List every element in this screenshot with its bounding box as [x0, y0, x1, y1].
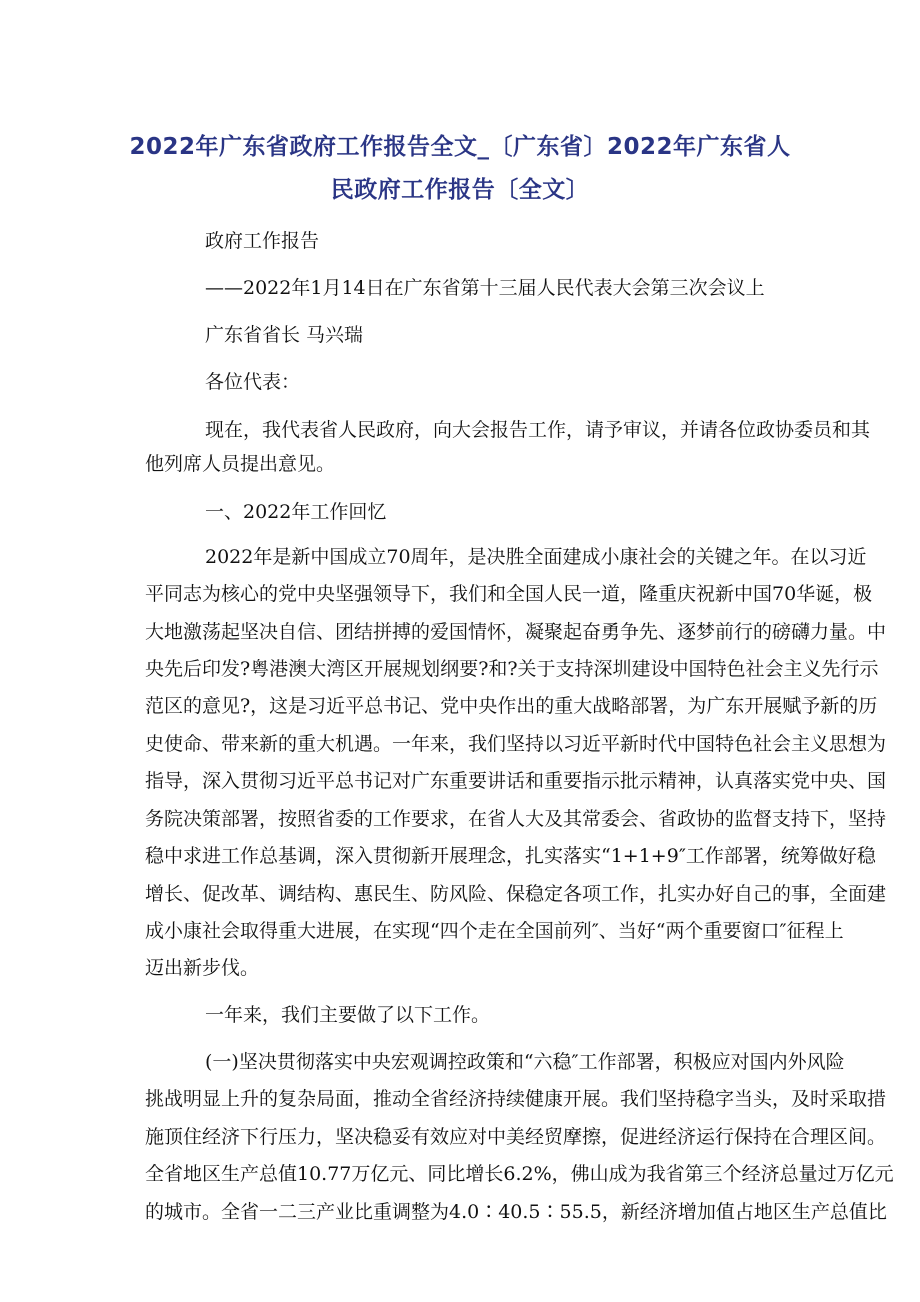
- salutation: 各位代表：: [205, 371, 301, 393]
- document-title-line-2: 民政府工作报告〔全文〕: [330, 177, 590, 203]
- paragraph-line: 指导，深入贯彻习近平总书记对广东重要讲话和重要指示批示精神，认真落实党中央、国: [145, 770, 887, 792]
- paragraph-line: 大地激荡起坚决自信、团结拼搏的爱国情怀，凝聚起奋勇争先、逐梦前行的磅礴力量。中: [145, 621, 887, 643]
- paragraph-line: 央先后印发?粤港澳大湾区开展规划纲要?和?关于支持深圳建设中国特色社会主义先行示: [145, 658, 879, 680]
- paragraph-line: (一)坚决贯彻落实中央宏观调控政策和“六稳″工作部署，积极应对国内外风险: [205, 1051, 845, 1073]
- paragraph-line: 稳中求进工作总基调，深入贯彻新开展理念，扎实落实“1+1+9″工作部署，统筹做好稳: [145, 845, 876, 867]
- paragraph-line: 迈出新步伐。: [145, 957, 260, 979]
- paragraph-line: 增长、促改革、调结构、惠民生、防风险、保稳定各项工作，扎实办好自己的事，全面建: [145, 883, 887, 905]
- report-heading: 政府工作报告: [205, 230, 320, 252]
- paragraph-line: 务院决策部署，按照省委的工作要求，在省人大及其常委会、省政协的监督支持下，坚持: [145, 808, 887, 830]
- report-author: 广东省省长 马兴瑞: [205, 324, 364, 346]
- paragraph-line: 的城市。全省一二三产业比重调整为4.0∶40.5∶55.5，新经济增加值占地区生产总值比: [145, 1201, 887, 1223]
- section-heading: 一、2022年工作回忆: [205, 501, 387, 523]
- paragraph-line: 平同志为核心的党中央坚强领导下，我们和全国人民一道，隆重庆祝新中国70华诞，极: [145, 583, 873, 605]
- paragraph-line: 2022年是新中国成立70周年，是决胜全面建成小康社会的关键之年。在以习近: [205, 546, 867, 568]
- paragraph-line: 施顶住经济下行压力，坚决稳妥有效应对中美经贸摩擦，促进经济运行保持在合理区间。: [145, 1126, 887, 1148]
- report-subtitle: ——2022年1月14日在广东省第十三届人民代表大会第三次会议上: [205, 277, 765, 299]
- document-title-line-1: 2022年广东省政府工作报告全文_〔广东省〕2022年广东省人: [129, 134, 791, 160]
- paragraph-line: 全省地区生产总值10.77万亿元、同比增长6.2%，佛山成为我省第三个经济总量过万亿元: [145, 1163, 894, 1185]
- intro-line: 现在，我代表省人民政府，向大会报告工作，请予审议，并请各位政协委员和其: [205, 419, 871, 441]
- intro-line: 他列席人员提出意见。: [145, 453, 336, 475]
- paragraph-line: 史使命、带来新的重大机遇。一年来，我们坚持以习近平新时代中国特色社会主义思想为: [145, 733, 887, 755]
- paragraph-line: 范区的意见?，这是习近平总书记、党中央作出的重大战略部署，为广东开展赋予新的历: [145, 695, 878, 717]
- paragraph-line: 成小康社会取得重大进展，在实现“四个走在全国前列″、当好“两个重要窗口″征程上: [145, 920, 844, 942]
- paragraph-line: 一年来，我们主要做了以下工作。: [205, 1004, 491, 1026]
- paragraph-line: 挑战明显上升的复杂局面，推动全省经济持续健康开展。我们坚持稳字当头，及时采取措: [145, 1088, 887, 1110]
